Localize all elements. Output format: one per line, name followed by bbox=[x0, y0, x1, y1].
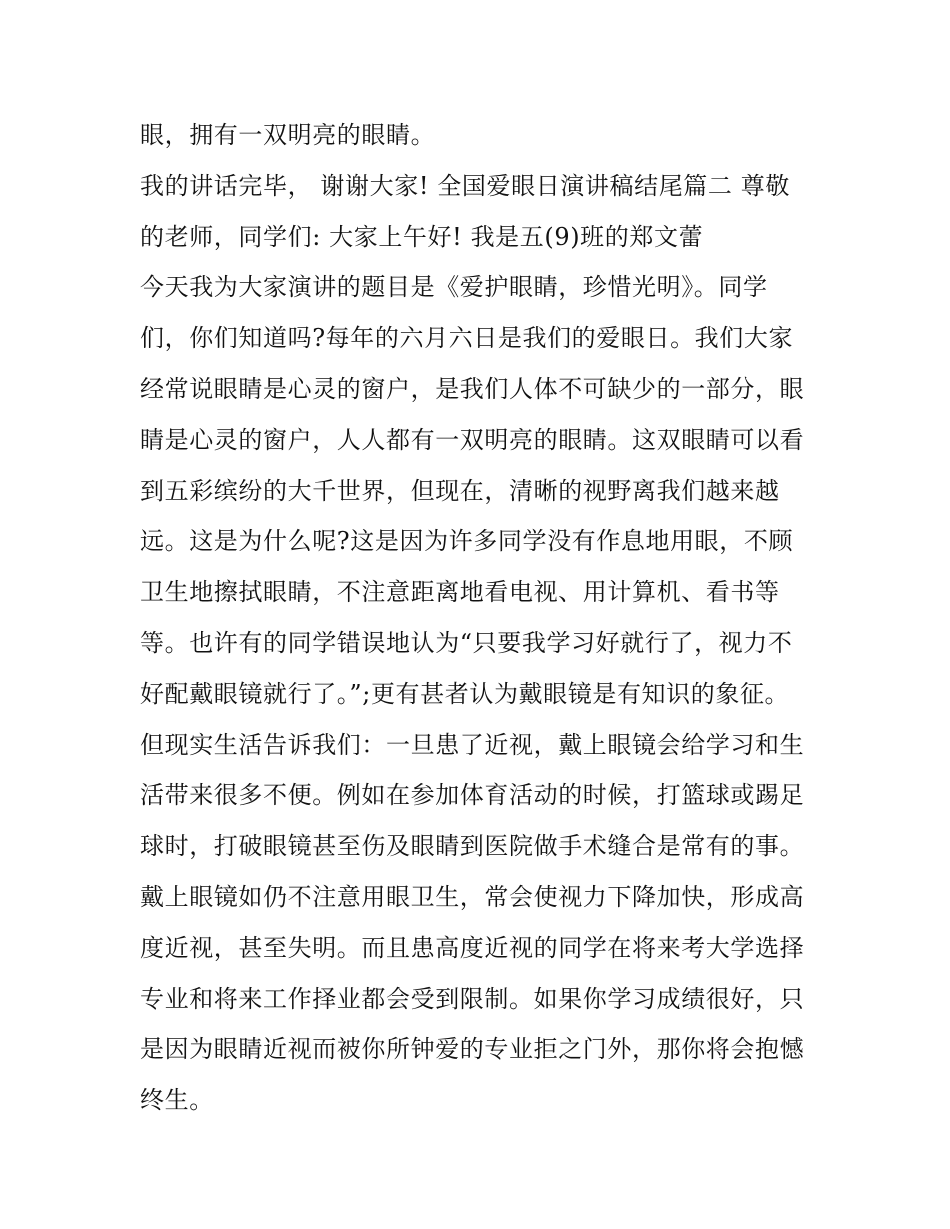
text-line: 是因为眼睛近视而被你所钟爱的专业拒之门外，那你将会抱憾 bbox=[140, 1035, 805, 1064]
text-line: 卫生地擦拭眼睛，不注意距离地看电视、用计算机、看书等 bbox=[140, 578, 780, 607]
text-line: 戴上眼镜如仍不注意用眼卫生，常会使视力下降加快，形成高 bbox=[140, 882, 805, 911]
text-line: 经常说眼睛是心灵的窗户，是我们人体不可缺少的一部分，眼 bbox=[140, 374, 805, 403]
text-line: 到五彩缤纷的大千世界，但现在，清晰的视野离我们越来越 bbox=[140, 476, 780, 505]
text-line: 好配戴眼镜就行了。”;更有甚者认为戴眼镜是有知识的象征。 bbox=[140, 679, 790, 708]
text-line: 等。也许有的同学错误地认为“只要我学习好就行了，视力不 bbox=[140, 628, 793, 657]
text-line: 们，你们知道吗?每年的六月六日是我们的爱眼日。我们大家 bbox=[140, 324, 794, 353]
text-line: 的老师，同学们: 大家上午好! 我是五(9)班的郑文蕾 bbox=[140, 222, 704, 251]
text-line: 但现实生活告诉我们：一旦患了近视，戴上眼镜会给学习和生 bbox=[140, 730, 805, 759]
text-line: 远。这是为什么呢?这是因为许多同学没有作息地用眼，不顾 bbox=[140, 527, 794, 556]
text-line: 专业和将来工作择业都会受到限制。如果你学习成绩很好，只 bbox=[140, 984, 805, 1013]
text-line: 活带来很多不便。例如在参加体育活动的时候，打篮球或踢足 bbox=[140, 781, 805, 810]
text-line: 眼，拥有一双明亮的眼睛。 bbox=[140, 121, 436, 149]
text-line: 今天我为大家演讲的题目是《爱护眼睛，珍惜光明》。同学 bbox=[140, 273, 768, 302]
text-line: 睛是心灵的窗户，人人都有一双明亮的眼睛。这双眼睛可以看 bbox=[140, 425, 805, 454]
speech-text bbox=[140, 110, 820, 1126]
text-line: 度近视，甚至失明。而且患高度近视的同学在将来考大学选择 bbox=[140, 933, 805, 962]
text-line: 终生。 bbox=[140, 1086, 214, 1115]
text-line: 球时，打破眼镜甚至伤及眼睛到医院做手术缝合是常有的事。 bbox=[140, 832, 805, 861]
text-line: 我的讲话完毕， 谢谢大家! 全国爱眼日演讲稿结尾篇二 尊敬 bbox=[140, 171, 790, 200]
